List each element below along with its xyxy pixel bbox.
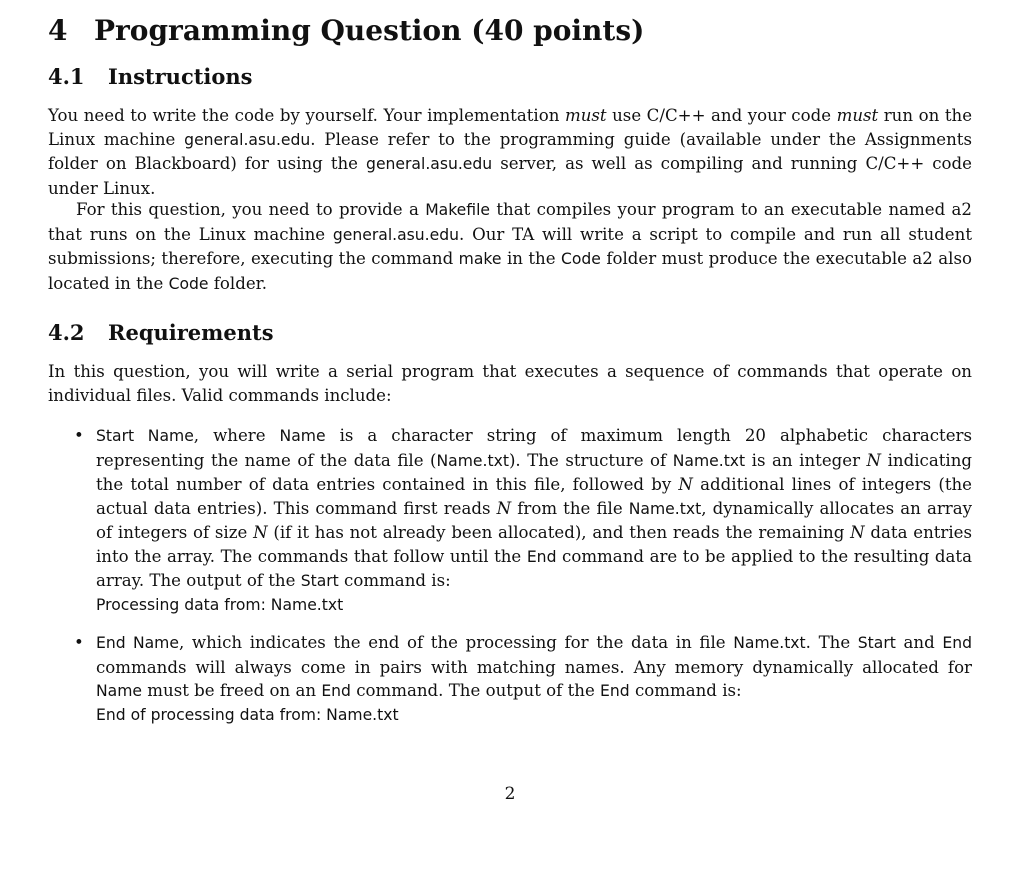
command-term: Name [279, 427, 326, 445]
command-term: Name.txt [628, 499, 702, 518]
text-run: . Our TA will write a script to compile and run all student submissions; therefore, executing the command [48, 224, 972, 268]
text-run: commands will always come in pairs with matching names. Any memory dynamically allocated for [96, 657, 972, 677]
text-run: command are to be applied to the resulting data array. The output of the [96, 546, 972, 590]
command-term: Name.txt [672, 451, 746, 470]
text-run: . Please refer to the programming guide (available under the Assignments folder on Blackboard) for using the [48, 129, 972, 173]
emphasis: must [564, 106, 607, 125]
code-folder-term: Code [168, 274, 209, 293]
text-run: is a character string of maximum length 20 alphabetic characters representing the name of the data file ( [96, 426, 972, 470]
text-run: run on the Linux machine [48, 106, 973, 149]
section-number: 4 [48, 14, 68, 47]
text-run: that compiles your program to an executable named a2 that runs on the Linux machine [48, 200, 972, 244]
math-variable: N [253, 523, 268, 542]
math-variable: N [850, 523, 865, 542]
text-run: command is: [629, 681, 742, 700]
code-folder-term: Code [560, 250, 601, 268]
text-run: , where [193, 426, 280, 445]
text-run: , which indicates the end of the processing for the data in file [178, 633, 734, 652]
server-name: general.asu.edu [184, 130, 311, 149]
section-title: Programming Question (40 points) [94, 14, 645, 47]
command-term: Start Name [96, 427, 194, 445]
command-term: End [600, 682, 630, 700]
list-item [48, 424, 972, 617]
command-term: Start [857, 634, 896, 652]
requirements-intro: In this question, you will write a serial program that executes a sequence of commands that operate on individual files. Valid commands include: [48, 362, 972, 405]
section-heading [48, 14, 644, 48]
page-number: 2 [504, 784, 516, 804]
command-term: End [942, 634, 972, 652]
commands-list [48, 424, 972, 727]
text-run: and [895, 633, 943, 652]
bullet-icon: • [74, 426, 84, 445]
text-run: in the [501, 249, 561, 268]
text-run: must be freed on an [142, 681, 322, 700]
requirements-title: Requirements [108, 320, 274, 345]
math-variable: N [496, 498, 512, 518]
instructions-title: Instructions [108, 64, 253, 89]
requirements-number: 4.2 [48, 320, 85, 345]
text-run: For this question, you need to provide a [76, 200, 426, 219]
make-command: make [458, 250, 502, 268]
command-term: Name [96, 682, 143, 700]
command-term: End Name [96, 634, 179, 652]
text-run: folder. [208, 273, 268, 293]
text-run: server, as well as compiling and running C/C++ code under Linux. [48, 154, 972, 198]
text-run: from the file [511, 498, 629, 518]
server-name: general.asu.edu [366, 155, 493, 173]
text-run: indicating the total number of data entries contained in this file, followed by [96, 450, 973, 494]
text-run: , dynamically allocates an array of integers of size [96, 498, 972, 542]
text-run: You need to write the code by yourself. Your implementation [48, 106, 565, 125]
text-run: ). The structure of [508, 450, 673, 470]
makefile-term: Makefile [425, 201, 491, 219]
text-run: data entries into the array. The commands that follow until the [96, 523, 972, 566]
emphasis: must [836, 106, 879, 125]
instructions-paragraph-1 [48, 104, 972, 200]
instructions-number: 4.1 [48, 64, 85, 89]
text-run: is an integer [745, 450, 867, 470]
text-run: folder must produce the executable a2 also located in the [48, 249, 972, 293]
instructions-paragraph-2 [48, 198, 972, 296]
text-run: command is: [338, 571, 451, 590]
server-name: general.asu.edu [332, 225, 460, 244]
command-term: Start [300, 572, 339, 590]
math-variable: N [866, 450, 882, 470]
bullet-icon: • [74, 633, 84, 652]
math-variable: N [678, 475, 693, 494]
command-term: End [321, 682, 351, 700]
list-item [48, 631, 972, 727]
instructions-heading [48, 64, 253, 90]
text-run: command. The output of the [350, 681, 601, 700]
text-run: (if it has not already been allocated), and then reads the remaining [267, 523, 851, 542]
start-output-line: Processing data from: Name.txt [96, 595, 344, 614]
text-run: additional lines of integers (the actual data entries). This command first reads [96, 475, 972, 518]
text-run: . The [805, 633, 858, 652]
end-output-line: End of processing data from: Name.txt [96, 705, 399, 724]
text-run: use C/C++ and your code [606, 106, 837, 125]
command-term: Name.txt [436, 451, 509, 470]
requirements-heading [48, 320, 274, 346]
command-term: End [526, 547, 557, 566]
command-term: Name.txt [733, 634, 806, 652]
